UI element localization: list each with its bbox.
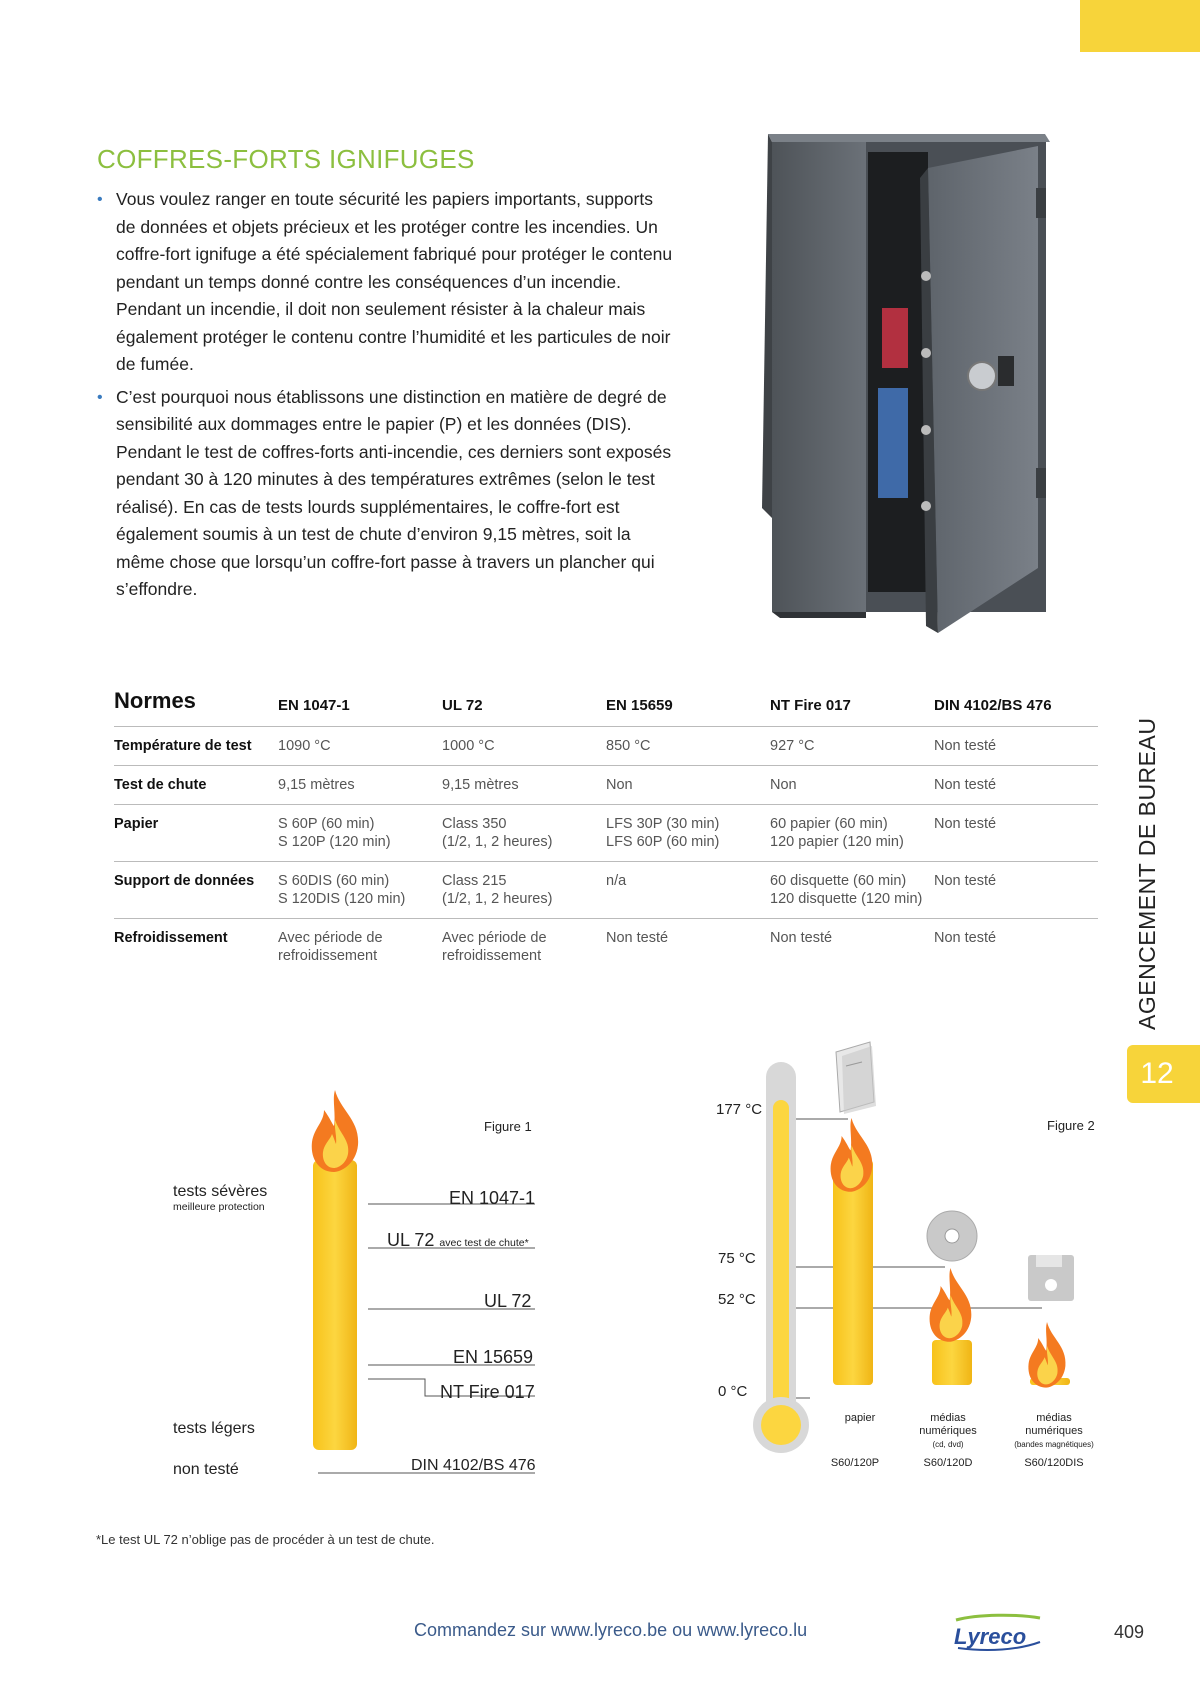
table-cell	[934, 919, 1098, 976]
table-cell	[770, 766, 934, 805]
norms-table	[114, 680, 1098, 975]
intro-paragraph-2: • C’est pourquoi nous établissons une distinction en matière de degré de sensibilité aux dommages entre le papier (P) et les données (DIS). Pendant le test de coffres-forts anti-incendie, ces derniers sont exposés pendant 30 à 120 minutes à des températures extrêmes (selon le test réalisé). En cas de tests lourds supplémentaires, le coffre-fort est également soumis à un test de chute d’environ 9,15 mètres, soit la même chose que lorsqu’un coffre-fort passe à travers un plancher qui s’effondre.	[97, 384, 677, 604]
table-row-label: Refroidissement	[114, 930, 228, 946]
table-row-label: Support de données	[114, 862, 278, 919]
item-paper-code: S60/120P	[830, 1457, 880, 1469]
table-row	[114, 727, 1098, 766]
label-best-protection: meilleure protection	[173, 1201, 265, 1213]
table-cell	[442, 766, 606, 805]
table-cell-line: LFS 30P (30 min)	[606, 816, 720, 832]
table-cell-line: 9,15 mètres	[442, 777, 519, 793]
table-cell-line: Non testé	[934, 816, 997, 832]
table-cell	[442, 862, 606, 919]
table-cell-line: n/a	[606, 873, 627, 889]
table-cell-line: 120 disquette (120 min)	[770, 891, 923, 907]
table-cell	[770, 727, 934, 766]
lyreco-logo	[948, 1612, 1048, 1652]
norm-ul72-drop-note: avec test de chute*	[439, 1237, 529, 1249]
table-cell-line: Non testé	[606, 930, 669, 946]
table-cell-line: Avec période de	[278, 930, 383, 946]
thermometer-fill	[773, 1100, 789, 1430]
table-cell	[278, 766, 442, 805]
table-cell-line: Class 350	[442, 816, 507, 832]
table-cell-line: 1000 °C	[442, 738, 495, 754]
table-cell-line: Non	[606, 777, 633, 793]
table-header-normes: Normes	[114, 680, 278, 727]
table-cell-line: Non testé	[934, 873, 997, 889]
label-light-tests: tests légers	[173, 1420, 255, 1437]
table-cell-line: Non	[770, 777, 797, 793]
table-cell-line: 1090 °C	[278, 738, 331, 754]
table-cell	[606, 805, 770, 862]
chapter-side-label: AGENCEMENT DE BUREAU	[1134, 717, 1160, 1030]
document-icon	[836, 1042, 876, 1114]
table-cell-line: S 60P (60 min)	[278, 816, 375, 832]
flame-icon	[1028, 1322, 1065, 1388]
norm-ul72-drop	[387, 1230, 529, 1251]
norm-en15659: EN 15659	[453, 1347, 534, 1367]
flame-icon	[312, 1090, 358, 1172]
item-cd-sub: (cd, dvd)	[932, 1440, 964, 1449]
table-cell-line: Avec période de	[442, 930, 547, 946]
logo-text: Lyreco	[954, 1624, 1027, 1649]
table-header-row	[114, 680, 1098, 727]
table-cell	[606, 766, 770, 805]
fireproof-safe-image	[760, 128, 1060, 638]
item-cd-name: médias numériques	[919, 1412, 977, 1437]
figure-1-candle	[313, 1160, 357, 1450]
section-title: COFFRES-FORTS IGNIFUGES	[97, 144, 475, 174]
table-row	[114, 805, 1098, 862]
cd-candle	[932, 1340, 972, 1385]
table-row	[114, 766, 1098, 805]
flame-icon	[831, 1118, 873, 1192]
table-cell-line: 850 °C	[606, 738, 651, 754]
table-cell	[278, 862, 442, 919]
temp-177: 177 °C	[716, 1101, 763, 1118]
table-cell-line: 9,15 mètres	[278, 777, 355, 793]
table-cell-line: 120 papier (120 min)	[770, 834, 904, 850]
table-header-din: DIN 4102/BS 476	[934, 680, 1098, 727]
table-cell	[278, 727, 442, 766]
label-untested: non testé	[173, 1461, 239, 1478]
norm-ntfire017: NT Fire 017	[440, 1382, 535, 1402]
table-cell-line: refroidissement	[442, 948, 542, 964]
table-cell	[442, 805, 606, 862]
table-cell-line: 927 °C	[770, 738, 815, 754]
table-header-ul72: UL 72	[442, 680, 606, 727]
table-cell-line: S 120P (120 min)	[278, 834, 391, 850]
figure-1-label: Figure 1	[484, 1119, 532, 1134]
table-cell-line: S 60DIS (60 min)	[278, 873, 390, 889]
item-cd-code: S60/120D	[923, 1457, 973, 1469]
temp-75: 75 °C	[718, 1250, 756, 1267]
table-cell	[770, 919, 934, 976]
table-cell-line: S 120DIS (120 min)	[278, 891, 406, 907]
table-row	[114, 862, 1098, 919]
footer-order-text: Commandez sur www.lyreco.be ou www.lyreco.lu	[414, 1620, 808, 1640]
item-tape-name: médias numériques	[1025, 1412, 1083, 1437]
table-row-label: Test de chute	[114, 766, 278, 805]
chapter-number: 12	[1140, 1057, 1174, 1090]
temp-0: 0 °C	[718, 1383, 748, 1400]
label-severe-tests: tests sévères	[173, 1183, 268, 1200]
table-cell	[606, 727, 770, 766]
table-cell	[278, 919, 442, 976]
floppy-disk-icon	[1028, 1255, 1074, 1301]
table-cell-line: 60 papier (60 min)	[770, 816, 888, 832]
top-color-tab	[1080, 0, 1200, 52]
item-paper-name: papier	[844, 1412, 876, 1424]
table-cell	[606, 919, 770, 976]
footnote: *Le test UL 72 n’oblige pas de procéder à un test de chute.	[96, 1532, 435, 1547]
flame-icon	[930, 1268, 972, 1342]
table-cell	[934, 766, 1098, 805]
norm-ul72: UL 72	[484, 1291, 532, 1311]
table-row-label: Papier	[114, 805, 278, 862]
table-cell-line: Non testé	[934, 738, 997, 754]
table-cell	[934, 862, 1098, 919]
table-cell-line: 60 disquette (60 min)	[770, 873, 907, 889]
table-cell-line: (1/2, 1, 2 heures)	[442, 834, 553, 850]
table-cell-line: Non testé	[934, 777, 997, 793]
table-header-en15659: EN 15659	[606, 680, 770, 727]
item-tape-sub: (bandes magnétiques)	[1014, 1440, 1094, 1449]
table-cell-line: Non testé	[770, 930, 833, 946]
table-cell-line: refroidissement	[278, 948, 378, 964]
temp-52: 52 °C	[718, 1291, 756, 1308]
norm-din4102: DIN 4102/BS 476	[411, 1457, 536, 1474]
cd-icon	[927, 1211, 977, 1261]
table-cell	[442, 727, 606, 766]
table-cell	[934, 805, 1098, 862]
figure-2-label: Figure 2	[1047, 1118, 1095, 1133]
table-row-label: Température de test	[114, 727, 278, 766]
table-header-en1047: EN 1047-1	[278, 680, 442, 727]
norm-en1047: EN 1047-1	[449, 1188, 536, 1208]
page-number: 409	[1114, 1622, 1145, 1642]
norm-ul72-drop-name: UL 72	[387, 1230, 435, 1250]
thermometer-bulb	[761, 1405, 801, 1445]
chapter-tab	[1127, 1045, 1200, 1103]
table-cell-line: LFS 60P (60 min)	[606, 834, 720, 850]
intro-paragraph-1: • Vous voulez ranger en toute sécurité les papiers importants, supports de données et objets précieux et les protéger contre les incendies. Un coffre-fort ignifuge a été spécialement fabriqué pour protéger le contenu pendant un temps donné contre les conséquences d’un incendie. Pendant un incendie, il doit non seulement résister à la chaleur mais également protéger le contenu contre l’humidité et les particules de noir de fumée.	[97, 186, 677, 379]
table-cell-line: (1/2, 1, 2 heures)	[442, 891, 553, 907]
item-tape-code: S60/120DIS	[1024, 1457, 1084, 1469]
table-cell	[442, 919, 606, 976]
table-cell-line: Class 215	[442, 873, 507, 889]
table-row	[114, 919, 1098, 976]
table-header-ntfire: NT Fire 017	[770, 680, 934, 727]
table-cell	[606, 862, 770, 919]
table-cell	[934, 727, 1098, 766]
table-cell	[278, 805, 442, 862]
table-cell-line: Non testé	[934, 930, 997, 946]
table-cell	[770, 862, 934, 919]
intro-list	[97, 186, 677, 609]
table-cell	[770, 805, 934, 862]
paper-candle	[833, 1160, 873, 1385]
figure-2-diagram	[700, 1040, 1120, 1470]
